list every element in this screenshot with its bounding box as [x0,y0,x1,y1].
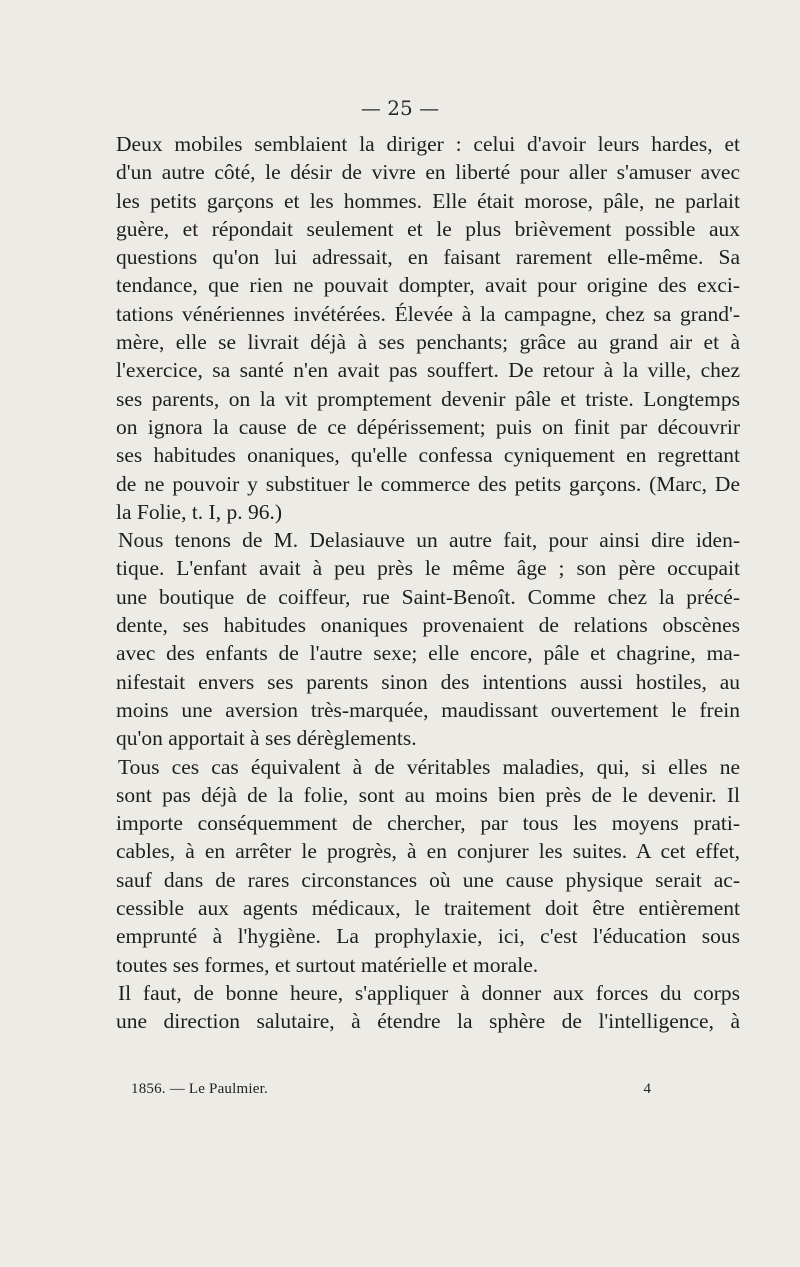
text-line: d'un autre côté, le désir de vivre en liberté pour aller s'amuser avec [116,160,740,185]
text-line: questions qu'on lui adressait, en faisant rarement elle-même. Sa [116,245,740,270]
text-line: on ignora la cause de ce dépérissement; puis on finit par découvrir [116,414,740,439]
page-number: — 25 — [360,96,440,120]
text-line: avec des enfants de l'autre sexe; elle encore, pâle et chagrine, ma- [116,641,740,666]
text-line: dente, ses habitudes onaniques provenaient de relations obscènes [116,613,740,638]
text-line: sont pas déjà de la folie, sont au moins bien près de le devenir. Il [116,782,740,807]
text-line: sauf dans de rares circonstances où une cause physique serait ac- [116,867,740,892]
text-line: importe conséquemment de chercher, par tous les moyens prati- [116,811,740,836]
printer-signature: 1856. — Le Paulmier. [131,1081,268,1097]
text-line: toutes ses formes, et surtout matérielle et morale. [116,952,539,977]
text-line: Tous ces cas équivalent à de véritables maladies, qui, si elles ne [118,754,740,779]
text-line: mère, elle se livrait déjà à ses penchants; grâce au grand air et à [116,330,740,355]
text-line: cables, à en arrêter le progrès, à en conjurer les suites. A cet effet, [116,839,740,864]
text-line: l'exercice, sa santé n'en avait pas souffert. De retour à la ville, chez [116,358,740,383]
text-line: nifestait envers ses parents sinon des intentions aussi hostiles, au [116,669,740,694]
text-line: une direction salutaire, à étendre la sphère de l'intelligence, à [116,1009,740,1034]
text-line: tendance, que rien ne pouvait dompter, avait pour origine des exci- [116,273,740,298]
text-line: moins une aversion très-marquée, maudissant ouvertement le frein [116,697,740,722]
text-line: tique. L'enfant avait à peu près le même âge ; son père occupait [116,556,740,581]
text-line: cessible aux agents médicaux, le traitement doit être entièrement [116,896,740,921]
text-line: qu'on apportait à ses dérèglements. [116,726,417,751]
body-text [116,130,740,1036]
text-line: emprunté à l'hygiène. La prophylaxie, ici, c'est l'éducation sous [116,924,740,949]
text-line: guère, et répondait seulement et le plus brièvement possible aux [116,216,740,241]
text-line: tations vénériennes invétérées. Élevée à la campagne, chez sa grand'- [116,301,740,326]
text-line: une boutique de coiffeur, rue Saint-Benoît. Comme chez la précé- [116,584,740,609]
text-line: Il faut, de bonne heure, s'appliquer à donner aux forces du corps [118,980,740,1005]
text-line: les petits garçons et les hommes. Elle était morose, pâle, ne parlait [116,188,740,213]
text-line: Deux mobiles semblaient la diriger : celui d'avoir leurs hardes, et [116,132,740,156]
text-line: de ne pouvoir y substituer le commerce des petits garçons. (Marc, De [116,471,740,496]
sheet-number: 4 [643,1081,651,1097]
text-line: la Folie, t. I, p. 96.) [116,499,283,524]
page-footer [131,1081,651,1098]
text-line: Nous tenons de M. Delasiauve un autre fait, pour ainsi dire iden- [118,528,740,553]
text-line: ses parents, on la vit promptement devenir pâle et triste. Longtemps [116,386,740,411]
text-line: ses habitudes onaniques, qu'elle confessa cyniquement en regrettant [116,443,740,468]
